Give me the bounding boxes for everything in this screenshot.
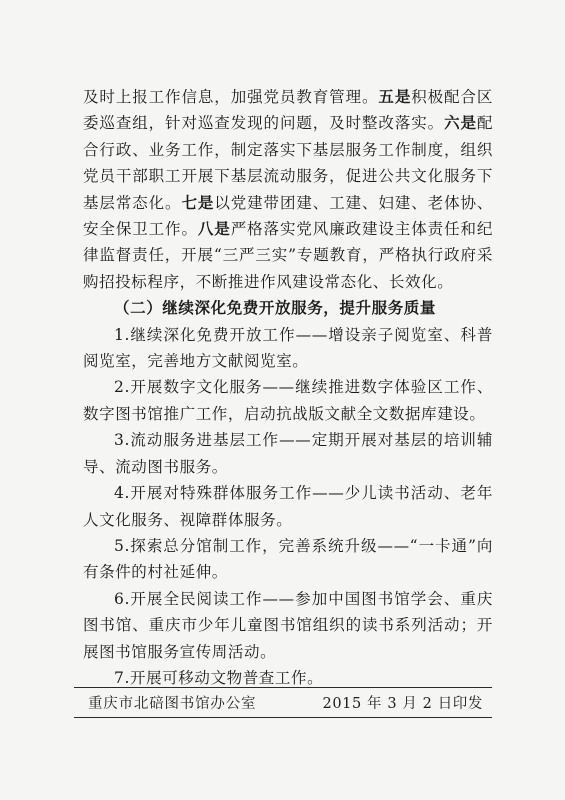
- point-label-5: 五是: [378, 87, 412, 106]
- list-item: 7.开展可移动文物普查工作。: [114, 668, 324, 687]
- footer-divider-bottom: [74, 717, 492, 718]
- paragraph-text: 配合行政、业务工作，制定落实下基层服务工作制度，组织党员干部职工开展下基层流动服务，促进公共文化服务下基层常态化。: [83, 114, 493, 212]
- footer-print-date: 2015 年 3 月 2 日印发: [322, 696, 483, 712]
- list-item: 1.继续深化免费开放工作——增设亲子阅览室、科普阅览室，完善地方文献阅览室。: [83, 325, 493, 371]
- paragraph-text: 积极配合区委巡查组，针对巡查发现的问题，及时整改落实。: [83, 88, 493, 133]
- point-label-6: 六是: [444, 113, 477, 133]
- document-body: [83, 84, 493, 691]
- list-item: 3.流动服务进基层工作——定期开展对基层的培训辅导、流动图书服务。: [83, 431, 493, 476]
- paragraph-text: 以党建带团建、工建、妇建、老体协、安全保卫工作。: [83, 193, 494, 239]
- footer-divider-top: [74, 687, 492, 688]
- point-label-8: 八是: [197, 219, 231, 239]
- point-label-7: 七是: [181, 192, 215, 212]
- paragraph-party-building: [83, 84, 493, 295]
- paragraph-text: 及时上报工作信息，加强党员教育管理。: [83, 88, 379, 106]
- list-item: 6.开展全民阅读工作——参加中国图书馆学会、重庆图书馆、重庆市少年儿童图书馆组织的读书系列活动；开展图书馆服务宣传周活动。: [83, 589, 493, 661]
- paragraph-text: 严格落实党风廉政建设主体责任和纪律监督责任，开展“三严三实”专题教育，严格执行政府采购招投标程序，不断推进作风建设常态化、长效化。: [83, 220, 493, 291]
- section-heading: （二）继续深化免费开放服务，提升服务质量: [114, 298, 437, 318]
- list-item: 2.开展数字文化服务——继续推进数字体验区工作、数字图书馆推广工作，启动抗战版文献全文数据库建设。: [83, 378, 493, 423]
- footer-issuer: 重庆市北碚图书馆办公室: [88, 696, 257, 712]
- list-item: 5.探索总分馆制工作，完善系统升级——“一卡通”向有条件的村社延伸。: [83, 536, 493, 582]
- list-item: 4.开展对特殊群体服务工作——少儿读书活动、老年人文化服务、视障群体服务。: [83, 484, 493, 529]
